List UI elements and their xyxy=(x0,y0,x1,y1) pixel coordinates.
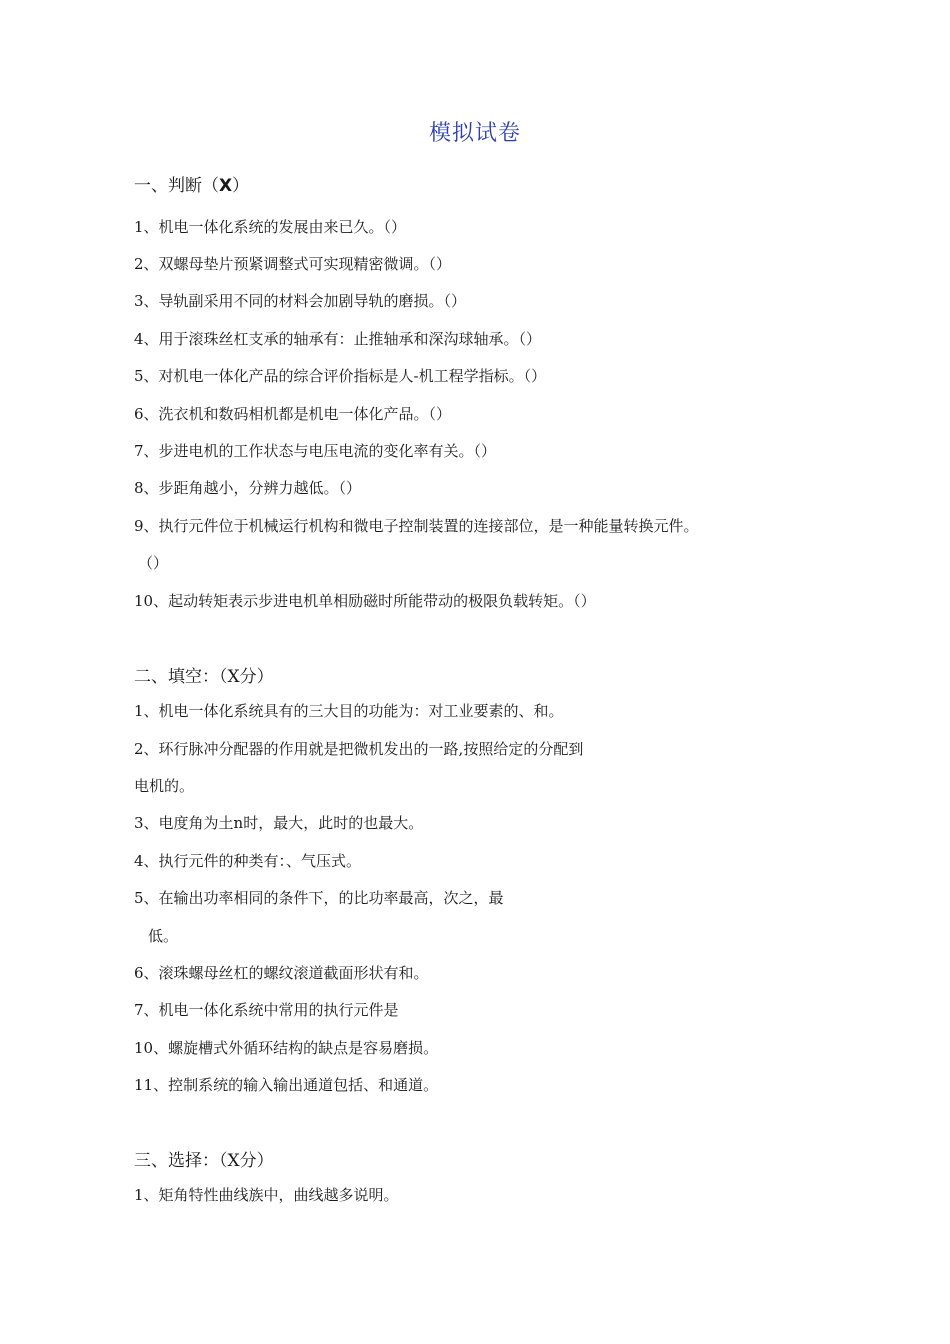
section-heading-fill: 二、填空：（X分） xyxy=(134,667,274,687)
question-item: 7、步进电机的工作状态与电压电流的变化率有关。（） xyxy=(134,442,497,460)
heading-prefix: 一、判断（ xyxy=(134,176,219,196)
question-item: 10、螺旋槽式外循环结构的缺点是容易磨损。 xyxy=(134,1039,439,1057)
question-item: 2、双螺母垫片预紧调整式可实现精密微调。（） xyxy=(134,255,452,273)
question-item: 10、起动转矩表示步进电机单相励磁时所能带动的极限负载转矩。（） xyxy=(134,592,596,610)
question-item: 6、洗衣机和数码相机都是机电一体化产品。（） xyxy=(134,405,452,423)
question-item: 2、环行脉冲分配器的作用就是把微机发出的一路,按照给定的分配到 xyxy=(134,740,584,758)
question-item: 5、对机电一体化产品的综合评价指标是人-机工程学指标。（） xyxy=(134,367,547,385)
section-heading-choice: 三、选择：（X分） xyxy=(134,1151,274,1171)
question-item-continuation: （） xyxy=(138,554,169,572)
question-item: 11、控制系统的输入输出通道包括、和通道。 xyxy=(134,1076,439,1094)
heading-suffix: ） xyxy=(232,176,250,196)
question-item: 3、电度角为土n时，最大，此时的也最大。 xyxy=(134,814,424,832)
question-item: 6、滚珠螺母丝杠的螺纹滚道截面形状有和。 xyxy=(134,964,429,982)
question-item: 8、步距角越小，分辨力越低。（） xyxy=(134,479,362,497)
heading-mark: X xyxy=(219,176,233,196)
question-item-continuation: 低。 xyxy=(148,927,179,945)
question-item: 4、用于滚珠丝杠支承的轴承有：止推轴承和深沟球轴承。（） xyxy=(134,330,542,348)
question-item: 3、导轨副采用不同的材料会加剧导轨的磨损。（） xyxy=(134,292,467,310)
question-item: 7、机电一体化系统中常用的执行元件是 xyxy=(134,1001,399,1019)
page-title: 模拟试卷 xyxy=(428,121,521,146)
question-item-continuation: 电机的。 xyxy=(134,777,195,795)
section-heading-judge xyxy=(134,176,249,196)
question-item: 1、机电一体化系统具有的三大目的功能为：对工业要素的、和。 xyxy=(134,702,564,720)
question-item: 9、执行元件位于机械运行机构和微电子控制装置的连接部位，是一种能量转换元件。 xyxy=(134,517,699,535)
question-item: 4、执行元件的种类有：、气压式。 xyxy=(134,852,362,870)
question-item: 1、矩角特性曲线族中，曲线越多说明。 xyxy=(134,1186,399,1204)
question-item: 1、机电一体化系统的发展由来已久。（） xyxy=(134,218,407,236)
question-item: 5、在输出功率相同的条件下，的比功率最高，次之，最 xyxy=(134,889,504,907)
